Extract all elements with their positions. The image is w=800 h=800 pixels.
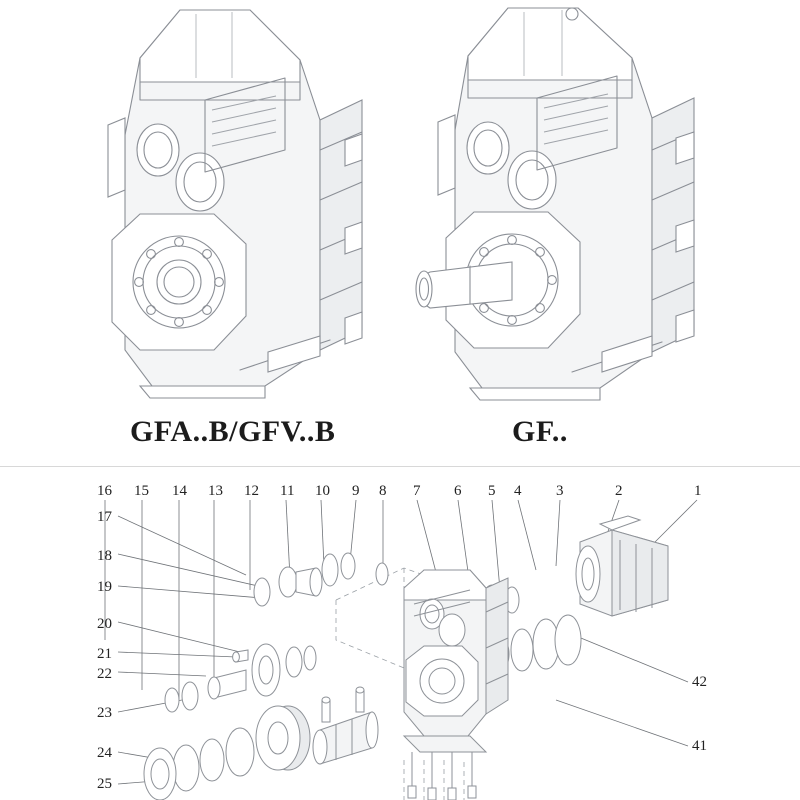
- callout-21: 21: [97, 646, 112, 662]
- callout-41: 41: [692, 738, 707, 754]
- part-motor-adapter: [576, 516, 668, 616]
- callout-14: 14: [172, 483, 187, 499]
- callout-1: 1: [694, 483, 702, 499]
- callout-7: 7: [413, 483, 421, 499]
- callout-18: 18: [97, 548, 112, 564]
- callout-13: 13: [208, 483, 223, 499]
- callout-22: 22: [97, 666, 112, 682]
- callout-3: 3: [556, 483, 564, 499]
- callout-17: 17: [97, 509, 112, 525]
- callout-5: 5: [488, 483, 496, 499]
- callout-42: 42: [692, 674, 707, 690]
- callout-2: 2: [615, 483, 623, 499]
- callout-9: 9: [352, 483, 360, 499]
- callout-6: 6: [454, 483, 462, 499]
- callout-25: 25: [97, 776, 112, 792]
- callout-24: 24: [97, 745, 112, 761]
- part-small-pins: [233, 650, 248, 662]
- callout-8: 8: [379, 483, 387, 499]
- callout-20: 20: [97, 616, 112, 632]
- caption-right: GF..: [512, 415, 568, 448]
- callout-11: 11: [280, 483, 295, 499]
- callout-15: 15: [134, 483, 149, 499]
- part-upper-shaft-assembly: [254, 553, 388, 606]
- callout-16: 16: [97, 483, 112, 499]
- callout-4: 4: [514, 483, 522, 499]
- part-housing: [404, 570, 508, 736]
- caption-left: GFA..B/GFV..B: [130, 415, 336, 448]
- callout-12: 12: [244, 483, 259, 499]
- callout-19: 19: [97, 579, 112, 595]
- part-bottom-fasteners: [404, 736, 486, 800]
- callout-10: 10: [315, 483, 330, 499]
- callout-23: 23: [97, 705, 112, 721]
